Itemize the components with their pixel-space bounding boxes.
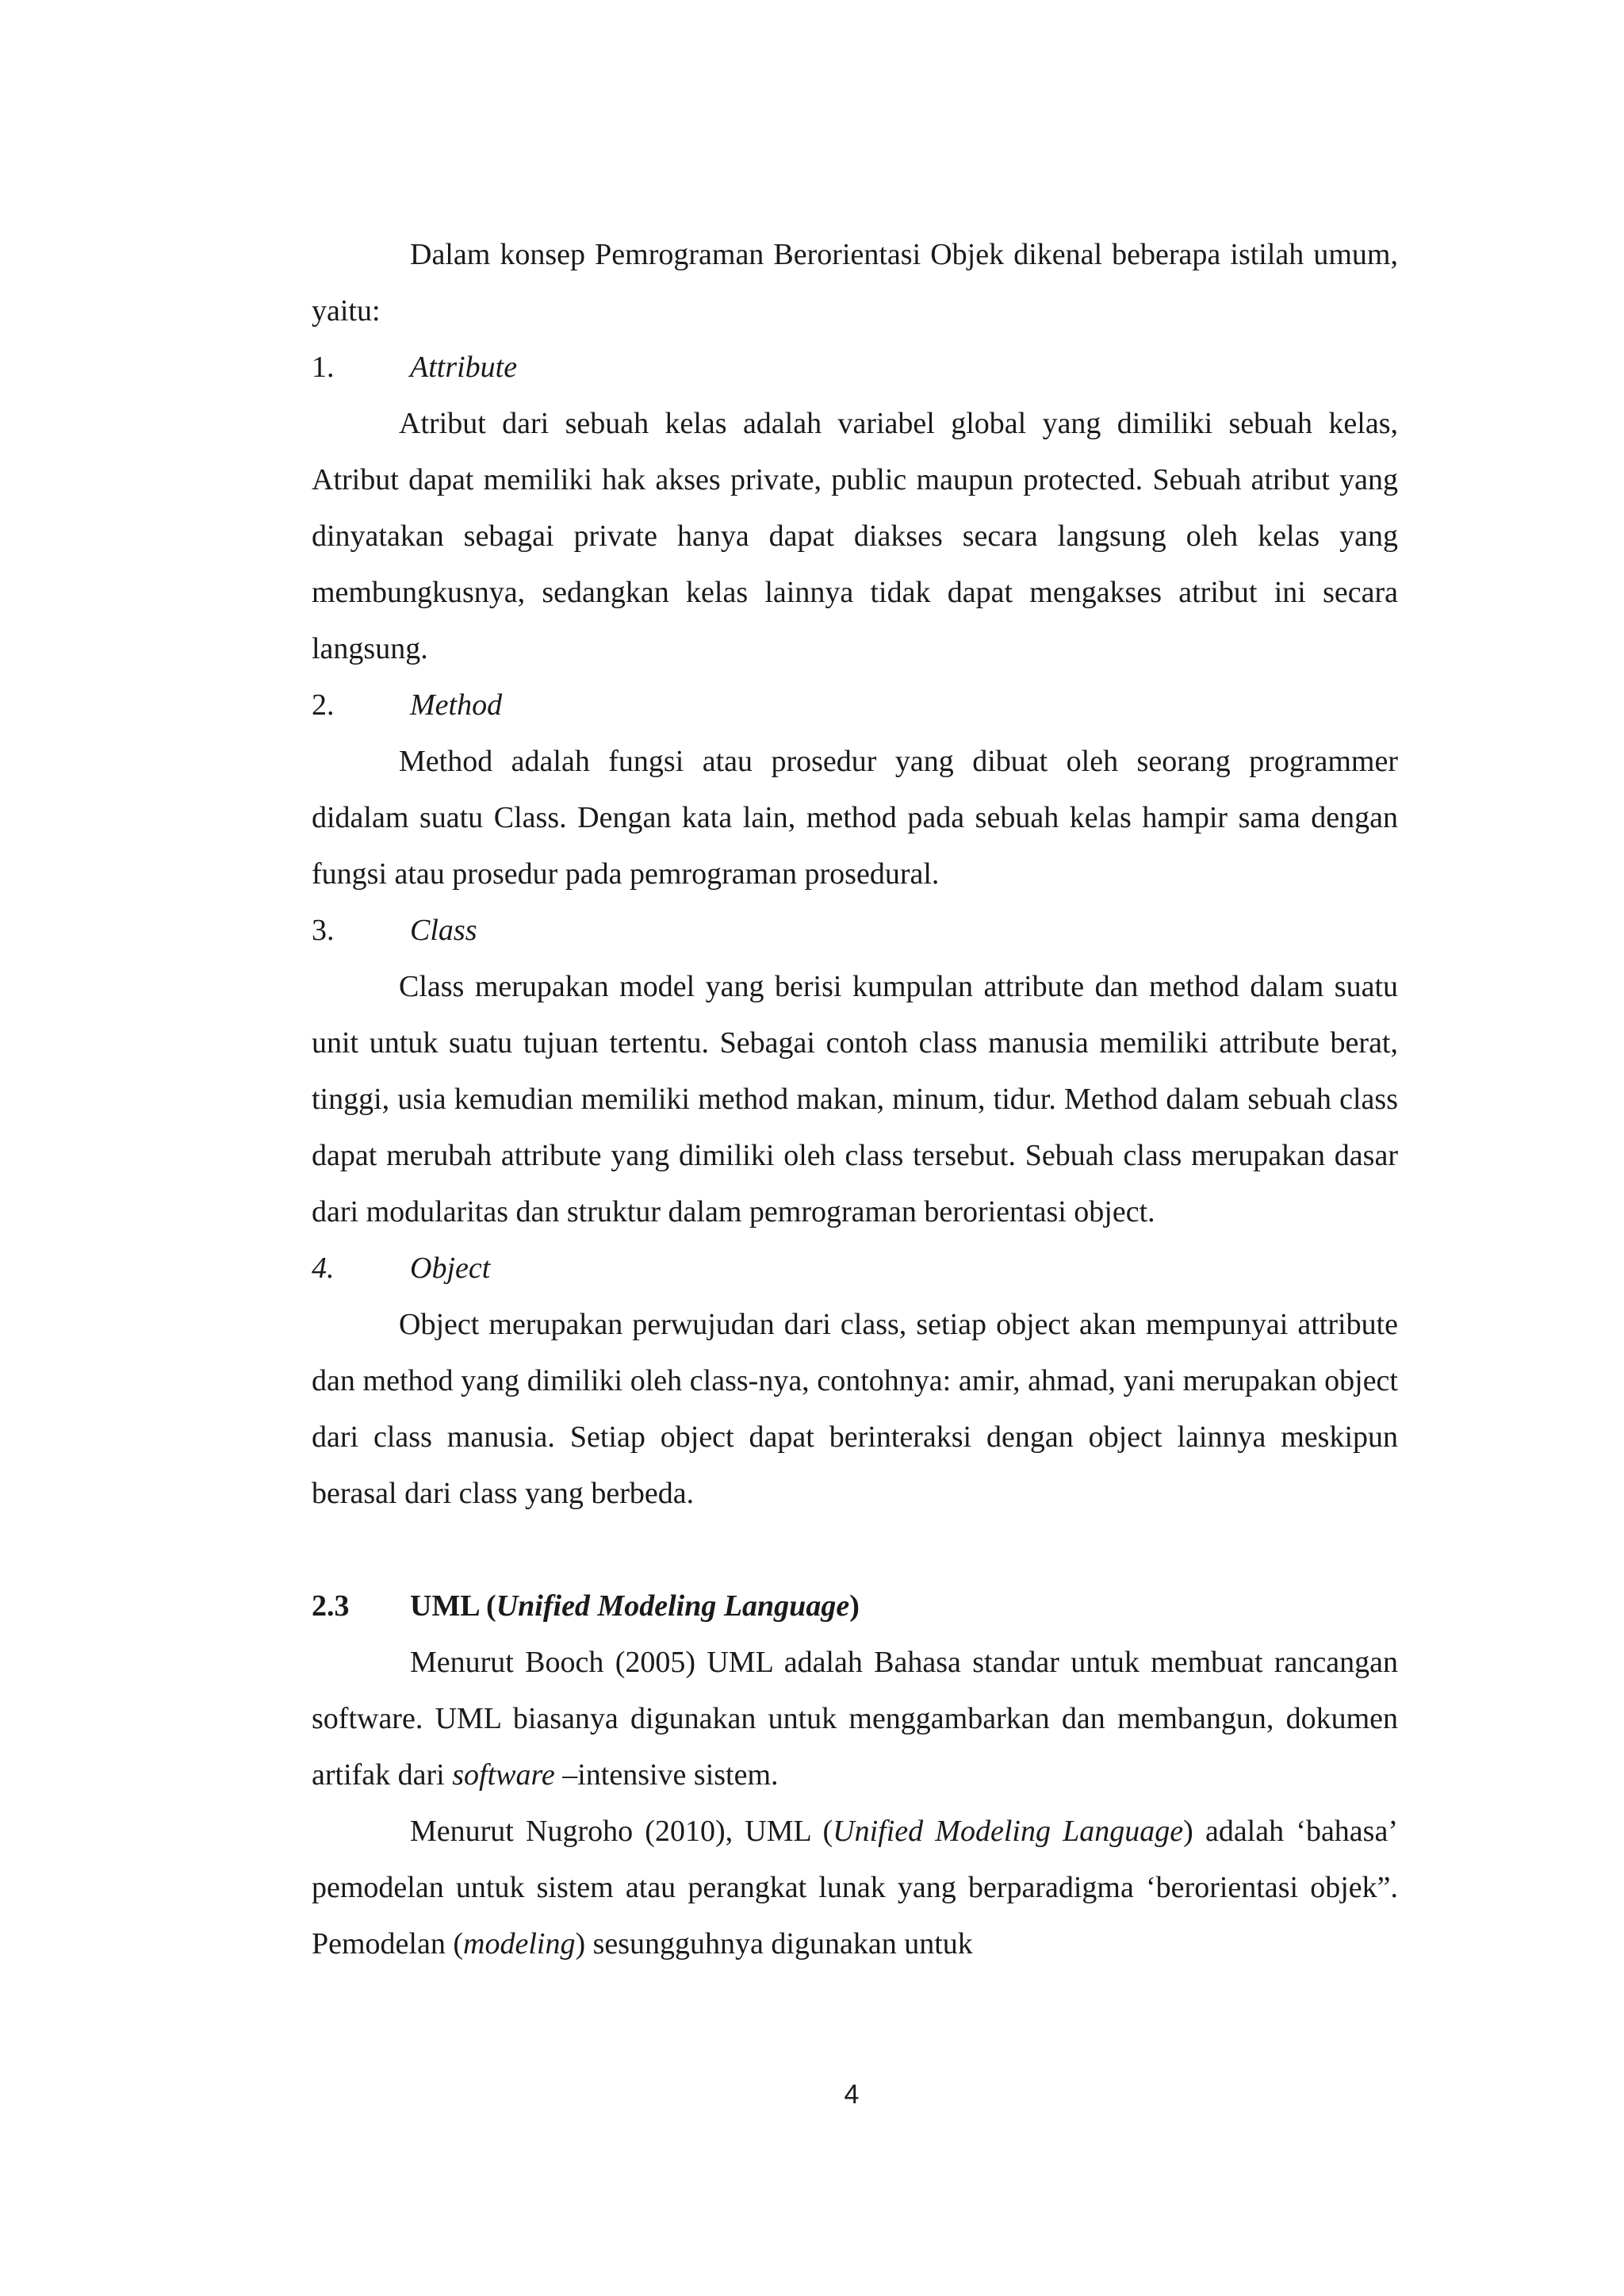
- section-title-italic: Unified Modeling Language: [496, 1589, 850, 1623]
- section-title: [410, 1578, 860, 1635]
- page-content: [312, 227, 1398, 1972]
- list-item-object-heading: [312, 1240, 1398, 1297]
- list-item-attribute-heading: [312, 339, 1398, 396]
- list-number: 2.: [312, 688, 335, 722]
- list-number: 1.: [312, 351, 335, 384]
- list-item-class-heading: [312, 903, 1398, 959]
- list-title: Object: [410, 1251, 491, 1285]
- uml-para2-italic-2: modeling: [463, 1927, 576, 1961]
- section-title-prefix: UML (: [410, 1589, 496, 1623]
- list-item-attribute-body: Atribut dari sebuah kelas adalah variabel global yang dimiliki sebuah kelas, Atribut dapat memiliki hak akses private, public maupun protected. Sebuah atribut yang dinyatakan sebagai private hanya dapat diakses secara langsung oleh kelas yang membungkusnya, sedangkan kelas lainnya tidak dapat mengakses atribut ini secara langsung.: [312, 407, 1398, 665]
- list-item-method-body: Method adalah fungsi atau prosedur yang dibuat oleh seorang programmer didalam suatu Class. Dengan kata lain, method pada sebuah kelas hampir sama dengan fungsi atau prosedur pada pemrograman prosedural.: [312, 745, 1398, 891]
- uml-para1-italic: software: [452, 1758, 555, 1792]
- list-title: Attribute: [410, 351, 518, 384]
- section-number: 2.3: [312, 1589, 350, 1623]
- list-number: 3.: [312, 914, 335, 947]
- uml-paragraph-booch: [312, 1635, 1398, 1803]
- page-number: 4: [844, 2079, 860, 2110]
- uml-para2-text-3: ) sesungguhnya digunakan untuk: [575, 1927, 973, 1961]
- section-title-suffix: ): [849, 1589, 860, 1623]
- list-title: Class: [410, 914, 477, 947]
- uml-para1-text-before: Menurut Booch (2005) UML adalah Bahasa standar untuk membuat rancangan software. UML biasanya digunakan untuk menggambarkan dan membangun, dokumen artifak dari: [312, 1646, 1398, 1792]
- uml-para2-italic-1: Unified Modeling Language: [833, 1815, 1184, 1848]
- uml-para2-text-1: Menurut Nugroho (2010), UML (: [410, 1815, 833, 1848]
- list-item-class-body: Class merupakan model yang berisi kumpulan attribute dan method dalam suatu unit untuk suatu tujuan tertentu. Sebagai contoh class manusia memiliki attribute berat, tinggi, usia kemudian memiliki method makan, minum, tidur. Method dalam sebuah class dapat merubah attribute yang dimiliki oleh class tersebut. Sebuah class merupakan dasar dari modularitas dan struktur dalam pemrograman berorientasi object.: [312, 970, 1398, 1228]
- uml-para2-text-2: ) adalah ‘bahasa’ pemodelan untuk sistem atau perangkat lunak yang berparadigma ‘berorientasi objek”. Pemodelan (: [312, 1815, 1398, 1961]
- section-heading: [312, 1578, 1398, 1635]
- intro-paragraph: Dalam konsep Pemrograman Berorientasi Objek dikenal beberapa istilah umum, yaitu:: [312, 238, 1398, 328]
- list-number: 4.: [312, 1251, 335, 1285]
- list-item-object-body: Object merupakan perwujudan dari class, setiap object akan mempunyai attribute dan method yang dimiliki oleh class-nya, contohnya: amir, ahmad, yani merupakan object dari class manusia. Setiap object dapat berinteraksi dengan object lainnya meskipun berasal dari class yang berbeda.: [312, 1308, 1398, 1510]
- list-item-method-heading: [312, 677, 1398, 734]
- uml-paragraph-nugroho: [312, 1803, 1398, 1972]
- list-title: Method: [410, 688, 503, 722]
- uml-para1-text-after: –intensive sistem.: [554, 1758, 779, 1792]
